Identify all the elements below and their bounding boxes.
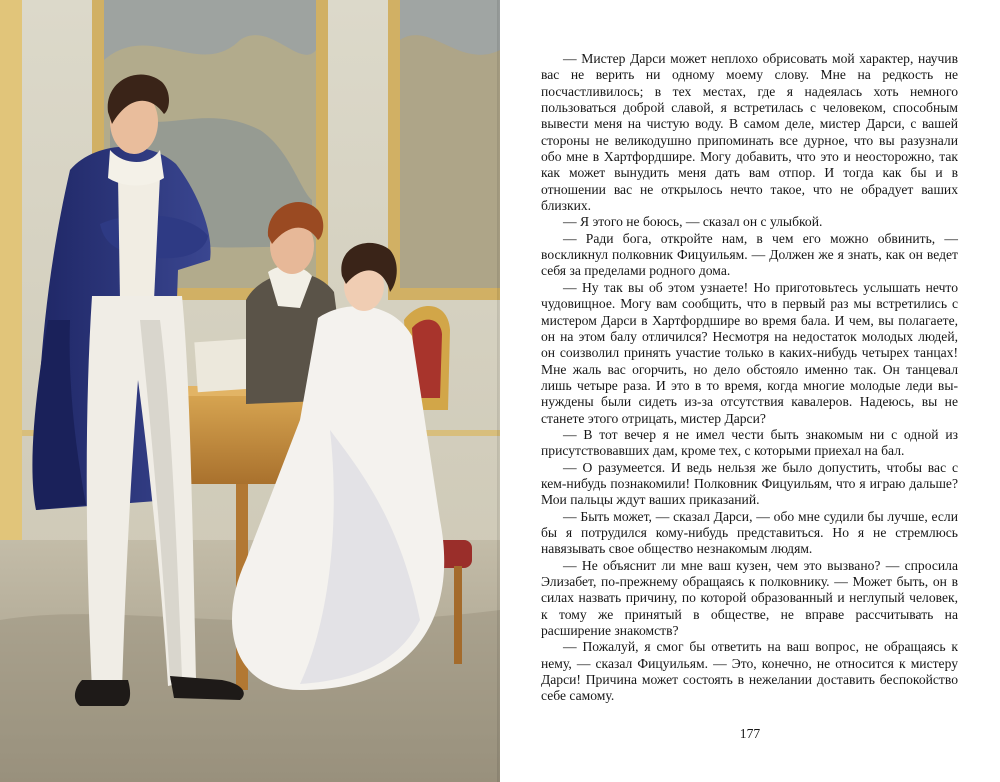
paragraph: — Быть может, — сказал Дарси, — обо мне судили бы лучше, если бы я потрудился кому-нибудь представиться. Но я не стремлюсь навязывать свое общество незнакомым людям.: [541, 508, 958, 557]
text-page: [500, 0, 1000, 782]
page-number: 177: [739, 726, 761, 741]
paragraph: — Не объяснит ли мне ваш кузен, чем это вызвано? — спросила Элизабет, по-прежнему обращаясь к полковнику. — Может быть, он в силах назвать причину, по которой образованный и неглупый человек, к тому же принятый в обществе, не вправе рассчитывать на расширение знакомств?: [541, 557, 958, 639]
text-body: [541, 51, 958, 705]
paragraph: — В тот вечер я не имел чести быть знакомым ни с одной из присутствовавших дам, кроме тех, с которыми приехал на бал.: [541, 426, 958, 459]
chair-leg-2: [454, 566, 462, 664]
paragraph: — Ради бога, откройте нам, в чем его можно обвинить, — воскликнул полковник Фицуильям. — Должен же я знать, как он ведет себя за пределами родного дома.: [541, 230, 958, 279]
painting-right-foliage: [400, 35, 500, 288]
paragraph: — Мистер Дарси может неплохо обрисовать мой характер, научив вас не верить ни одному моему слову. Мне на редкость не посчастливилось; в тех местах, где я надеялась хоть немного пользоваться доброй славой, я встретилась с человеком, способным вывести меня на чистую воду. В самом деле, мистер Дарси, с вашей стороны не великодушно припоминать все дурное, что вы разузнали обо мне в Хартфордшире. Могу добавить, что это и неосторожно, так как может вынудить меня дать вам отпор. И тогда как бы и в отношении вас не открылось нечто такое, что не обрадует ваших близких.: [541, 51, 958, 214]
gilt-pilaster: [0, 0, 22, 560]
paragraph: — Пожалуй, я смог бы ответить на ваш вопрос, не обращаясь к нему, — сказал Фицуильям. — Это, конечно, не относится к мистеру Дарси! Причина может состоять в нежелании доставить беспокойство себе самому.: [541, 639, 958, 704]
darcy-shoe-left: [75, 680, 130, 706]
darcy-waistcoat: [118, 170, 160, 300]
paragraph: — Я этого не боюсь, — сказал он с улыбкой.: [563, 214, 823, 230]
paragraph: — Ну так вы об этом узнаете! Но приготовьтесь услышать нечто чудовищное. Могу вам сообщить, что в первый раз мы встретились с мистером Дарси в Хартфордшире во время бала. И чем, вы полагаете, он на этом балу отличился? Несмотря на недостаток молодых людей, он соизволил принять участие только в каких-нибудь четырех танцах! Мне жаль вас огорчить, но дело обстояло именно так. Он танцевал лишь четыре раза. И это в то время, когда многие молодые леди вынуждены были сидеть из-за отсутствия кавалеров. Надеюсь, вы не станете этого отрицать, мистер Дарси?: [541, 279, 958, 426]
paragraph: — О разумеется. И ведь нельзя же было допустить, чтобы вас с кем-нибудь познакомили! Полковник Фицуильям, что я играю дальше? Мои пальцы ждут ваших приказаний.: [541, 459, 958, 508]
